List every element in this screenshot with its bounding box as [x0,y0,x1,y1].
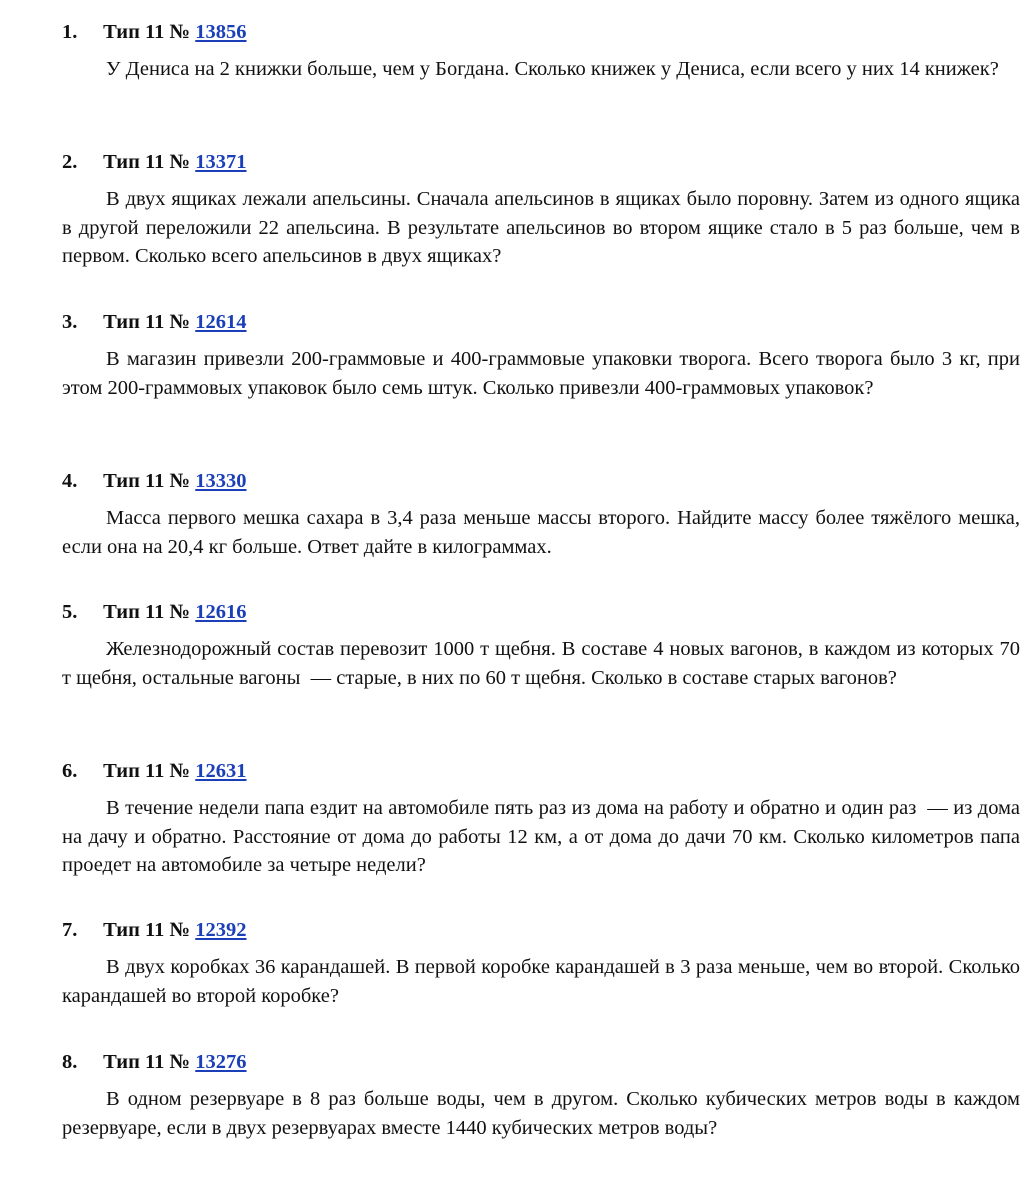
problem-item [62,1050,1020,1142]
problem-item [62,150,1020,271]
problem-item [62,759,1020,880]
problem-text: У Дениса на 2 книжки больше, чем у Богдана. Сколько книжек у Дениса, если всего у них 14 книжек? [106,58,999,80]
problem-id-link[interactable]: 12614 [195,311,247,333]
problem-type-label: Тип 11 № [103,151,191,173]
problem-text: В двух коробках 36 карандашей. В первой коробке карандашей в 3 раза меньше, чем во второй. Сколько карандашей во второй коробке? [62,956,1020,1007]
problem-text: В двух ящиках лежали апельсины. Сначала апельсинов в ящиках было поровну. Затем из одного ящика в другой переложили 22 апельсина. В результате апельсинов во втором ящике стало в 5 раз больше, чем в первом. Сколько всего апельсинов в двух ящиках? [62,188,1020,267]
problem-text: Железнодорожный состав перевозит 1000 т щебня. В составе 4 новых вагонов, в каждом из которых 70 т щебня, остальные вагоны — старые, в них по 60 т щебня. Сколько в составе старых вагонов? [62,638,1020,689]
problem-type-label: Тип 11 № [103,470,191,492]
problem-item [62,918,1020,1010]
problem-id-link[interactable]: 13276 [195,1051,247,1073]
problem-header [62,918,1020,942]
problem-number: 7. [62,919,78,941]
problem-type-label: Тип 11 № [103,311,191,333]
problem-item [62,310,1020,402]
problem-number: 4. [62,470,78,492]
problem-number: 6. [62,760,78,782]
problem-id-link[interactable]: 12631 [195,760,247,782]
problem-text: Масса первого мешка сахара в 3,4 раза меньше массы второго. Найдите массу более тяжёлого мешка, если она на 20,4 кг больше. Ответ дайте в килограммах. [62,507,1020,558]
problem-text: В одном резервуаре в 8 раз больше воды, чем в другом. Сколько кубических метров воды в каждом резервуаре, если в двух резервуарах вместе 1440 кубических метров воды? [62,1088,1020,1139]
problem-id-link[interactable]: 12392 [195,919,247,941]
problem-header [62,1050,1020,1074]
problem-header [62,20,1020,44]
problem-number: 5. [62,601,78,623]
problem-header [62,469,1020,493]
problem-item [62,469,1020,561]
problem-id-link[interactable]: 13330 [195,470,247,492]
problem-text: В магазин привезли 200-граммовые и 400-граммовые упаковки творога. Всего творога было 3 кг, при этом 200-граммовых упаковок было семь штук. Сколько привезли 400-граммовых упаковок? [62,348,1020,399]
problem-header [62,150,1020,174]
problem-type-label: Тип 11 № [103,21,191,43]
problem-number: 2. [62,151,78,173]
problem-type-label: Тип 11 № [103,760,191,782]
problem-number: 1. [62,21,78,43]
problem-id-link[interactable]: 13856 [195,21,247,43]
problem-text: В течение недели папа ездит на автомобиле пять раз из дома на работу и обратно и один раз — из дома на дачу и обратно. Расстояние от дома до работы 12 км, а от дома до дачи 70 км. Сколько километров папа проедет на автомобиле за четыре недели? [62,797,1020,876]
problem-id-link[interactable]: 13371 [195,151,247,173]
problem-header [62,759,1020,783]
problem-type-label: Тип 11 № [103,1051,191,1073]
problem-type-label: Тип 11 № [103,601,191,623]
problem-number: 8. [62,1051,78,1073]
problem-header [62,600,1020,624]
problem-type-label: Тип 11 № [103,919,191,941]
problem-header [62,310,1020,334]
problem-item [62,20,1020,84]
problem-item [62,600,1020,692]
problem-id-link[interactable]: 12616 [195,601,247,623]
problem-number: 3. [62,311,78,333]
